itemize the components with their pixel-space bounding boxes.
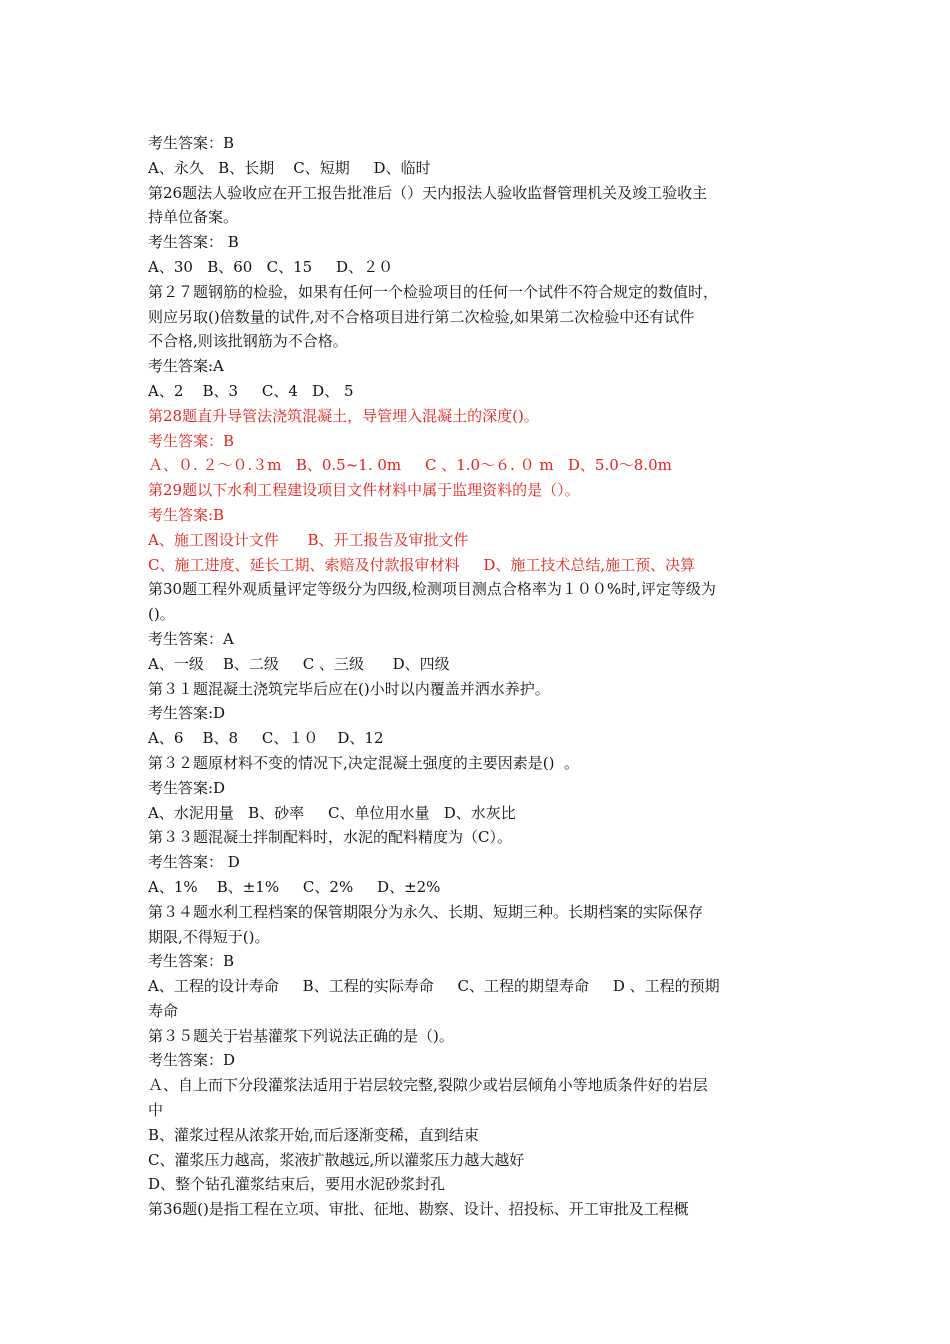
text-line: 中 — [148, 1101, 164, 1120]
answer-line: 考生答案：D — [148, 1051, 236, 1070]
text-line: ()。 — [148, 605, 175, 624]
question-text: 第28题直升导管法浇筑混凝土，导管埋入混凝土的深度()。 — [148, 406, 539, 425]
question-text: 第３２题原材料不变的情况下,决定混凝土强度的主要因素是() 。 — [148, 753, 580, 772]
options-line: C、施工进度、延长工期、索赔及付款报审材料 D、施工技术总结,施工预、决算 — [148, 555, 696, 574]
options-line: D、整个钻孔灌浆结束后，要用水泥砂浆封孔 — [148, 1175, 446, 1194]
question-text: 第36题()是指工程在立项、审批、征地、勘察、设计、招投标、开工审批及工程概 — [148, 1200, 689, 1219]
options-line: A、水泥用量 B、砂率 C、单位用水量 D、水灰比 — [148, 803, 516, 822]
answer-line: 考生答案:D — [148, 778, 226, 797]
answer-line: 考生答案:A — [148, 357, 224, 376]
options-line: A、一级 B、二级 C 、三级 D、四级 — [148, 654, 450, 673]
options-line: Ａ、自上而下分段灌浆法适用于岩层较完整,裂隙少或岩层倾角小等地质条件好的岩层 — [148, 1076, 708, 1095]
options-line: A、永久 B、长期 C、短期 D、临时 — [148, 158, 431, 177]
question-text: 第３３题混凝土拌制配料时，水泥的配料精度为（C）。 — [148, 828, 512, 847]
options-line: A、6 B、8 C、１０ D、12 — [148, 729, 384, 748]
options-line: C、灌浆压力越高，浆液扩散越远,所以灌浆压力越大越好 — [148, 1150, 525, 1169]
answer-line: 考生答案：A — [148, 629, 234, 648]
question-text: 第３５题关于岩基灌浆下列说法正确的是（)。 — [148, 1026, 454, 1045]
options-line: Ａ、０. ２～０.３m B、0.5~1. 0m C 、1.0～６. ０ m D、5.0～8.0m — [148, 456, 672, 475]
text-line: 寿命 — [148, 1001, 179, 1020]
answer-line: 考生答案:D — [148, 704, 226, 723]
text-line: 期限,不得短于()。 — [148, 927, 270, 946]
text-line: 持单位备案。 — [148, 208, 239, 227]
text-line: 则应另取()倍数量的试件,对不合格项目进行第二次检验,如果第二次检验中还有试件 — [148, 307, 695, 326]
question-text: 第３４题水利工程档案的保管期限分为永久、长期、短期三种。长期档案的实际保存 — [148, 902, 704, 921]
options-line: A、1% B、±1% C、2% D、±2% — [148, 877, 441, 896]
options-line: A、30 B、60 C、15 D、２０ — [148, 257, 394, 276]
answer-line: 考生答案：B — [148, 952, 235, 971]
options-line: B、灌浆过程从浓浆开始,而后逐渐变稀，直到结束 — [148, 1125, 479, 1144]
answer-line: 考生答案： B — [148, 233, 239, 252]
options-line: A、施工图设计文件 B、开工报告及审批文件 — [148, 530, 469, 549]
text-line: 不合格,则该批钢筋为不合格。 — [148, 332, 348, 351]
options-line: A、工程的设计寿命 B、工程的实际寿命 C、工程的期望寿命 D 、工程的预期 — [148, 977, 720, 996]
answer-line: 考生答案:B — [148, 505, 225, 524]
question-text: 第29题以下水利工程建设项目文件材料中属于监理资料的是（）。 — [148, 481, 580, 500]
answer-line: 考生答案： D — [148, 853, 240, 872]
answer-line: 考生答案：B — [148, 431, 235, 450]
answer-line: 考生答案：B — [148, 134, 235, 152]
question-text: 第２７题钢筋的检验，如果有任何一个检验项目的任何一个试件不符合规定的数值时， — [148, 282, 719, 301]
question-text: 第３１题混凝土浇筑完毕后应在()小时以内覆盖并洒水养护。 — [148, 679, 550, 698]
question-text: 第26题法人验收应在开工报告批准后（）天内报法人验收监督管理机关及竣工验收主 — [148, 183, 708, 202]
question-text: 第30题工程外观质量评定等级分为四级,检测项目测点合格率为１００%时,评定等级为 — [148, 580, 716, 599]
options-line: A、2 B、3 C、4 D、 5 — [148, 381, 354, 400]
document-body — [148, 131, 798, 1222]
